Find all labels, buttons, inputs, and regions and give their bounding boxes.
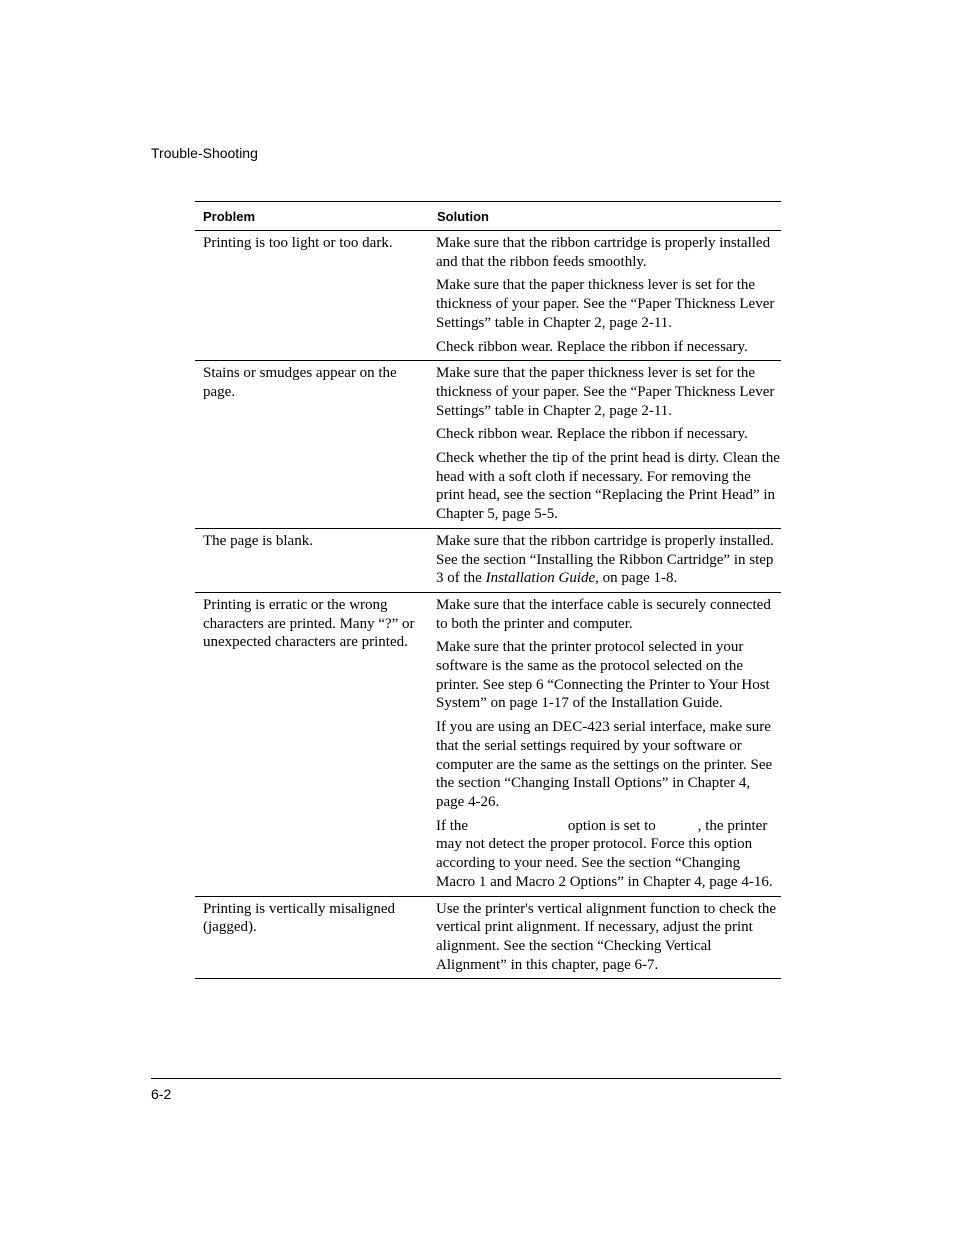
column-header-solution: Solution [429, 202, 781, 231]
column-header-problem: Problem [195, 202, 429, 231]
solution-cell [429, 896, 781, 979]
problem-cell: Printing is erratic or the wrong characters are printed. Many “?” or unexpected characters are printed. [195, 592, 429, 896]
solution-paragraph: If you are using an DEC-423 serial interface, make sure that the serial settings required by your software or computer are the same as the settings on the printer. See the section “Changing Install Options” in Chapter 4, page 4-26. [436, 719, 773, 810]
problem-cell: Printing is too light or too dark. [195, 231, 429, 361]
solution-paragraph [436, 817, 781, 892]
solution-text: Make sure that the ribbon cartridge is properly installed. See the section “Installing the Ribbon Cartridge” in step 3 of the [436, 532, 774, 587]
solution-paragraph: Make sure that the printer protocol selected in your software is the same as the protocol selected on the printer. See step 6 “Connecting the Printer to Your Host System” on page 1-17 of the Installation Guide. [436, 639, 770, 712]
solution-paragraph: Use the printer's vertical alignment function to check the vertical print alignment. If necessary, adjust the print alignment. See the section “Checking Vertical Alignment” in this chapter, page 6-7. [436, 900, 777, 973]
table-row [195, 231, 781, 361]
solution-paragraph: Make sure that the paper thickness lever is set for the thickness of your paper. See the “Paper Thickness Lever Settings” table in Chapter 2, page 2-11. [436, 365, 775, 419]
problem-cell: Stains or smudges appear on the page. [195, 361, 429, 529]
problem-cell: The page is blank. [195, 528, 429, 592]
solution-text: option is set to [567, 817, 656, 834]
table-header-row [195, 202, 781, 231]
table-row [195, 528, 781, 592]
table-row [195, 896, 781, 979]
solution-paragraph: Check ribbon wear. Replace the ribbon if necessary. [436, 338, 748, 355]
solution-cell [429, 361, 781, 529]
guide-title: Installation Guide [485, 570, 596, 587]
page-number: 6-2 [151, 1086, 172, 1102]
solution-text: , the printer may not detect the proper protocol. Force this option according to your need. See the section “Changing Macro 1 and Macro 2 Options” in Chapter 4, page 4-16. [436, 817, 773, 890]
solution-paragraph: Check whether the tip of the print head is dirty. Clean the head with a soft cloth if necessary. For removing the print head, see the section “Replacing the Print Head” in Chapter 5, page 5-5. [436, 450, 780, 523]
footer-divider [151, 1078, 781, 1079]
solution-text: , on page 1-8. [595, 570, 678, 587]
troubleshooting-table [195, 201, 781, 979]
solution-paragraph [436, 532, 781, 588]
table-row [195, 361, 781, 529]
table-row [195, 592, 781, 896]
solution-cell [429, 231, 781, 361]
solution-cell [429, 592, 781, 896]
solution-cell [429, 528, 781, 592]
solution-paragraph: Make sure that the interface cable is securely connected to both the printer and computer. [436, 596, 771, 632]
problem-cell: Printing is vertically misaligned (jagged). [195, 896, 429, 979]
solution-paragraph: Check ribbon wear. Replace the ribbon if necessary. [436, 426, 748, 443]
running-header: Trouble-Shooting [151, 145, 258, 161]
solution-paragraph: Make sure that the ribbon cartridge is properly installed and that the ribbon feeds smoothly. [436, 235, 771, 270]
solution-paragraph: Make sure that the paper thickness lever is set for the thickness of your paper. See the “Paper Thickness Lever Settings” table in Chapter 2, page 2-11. [436, 277, 775, 331]
solution-text: If the [436, 817, 469, 834]
